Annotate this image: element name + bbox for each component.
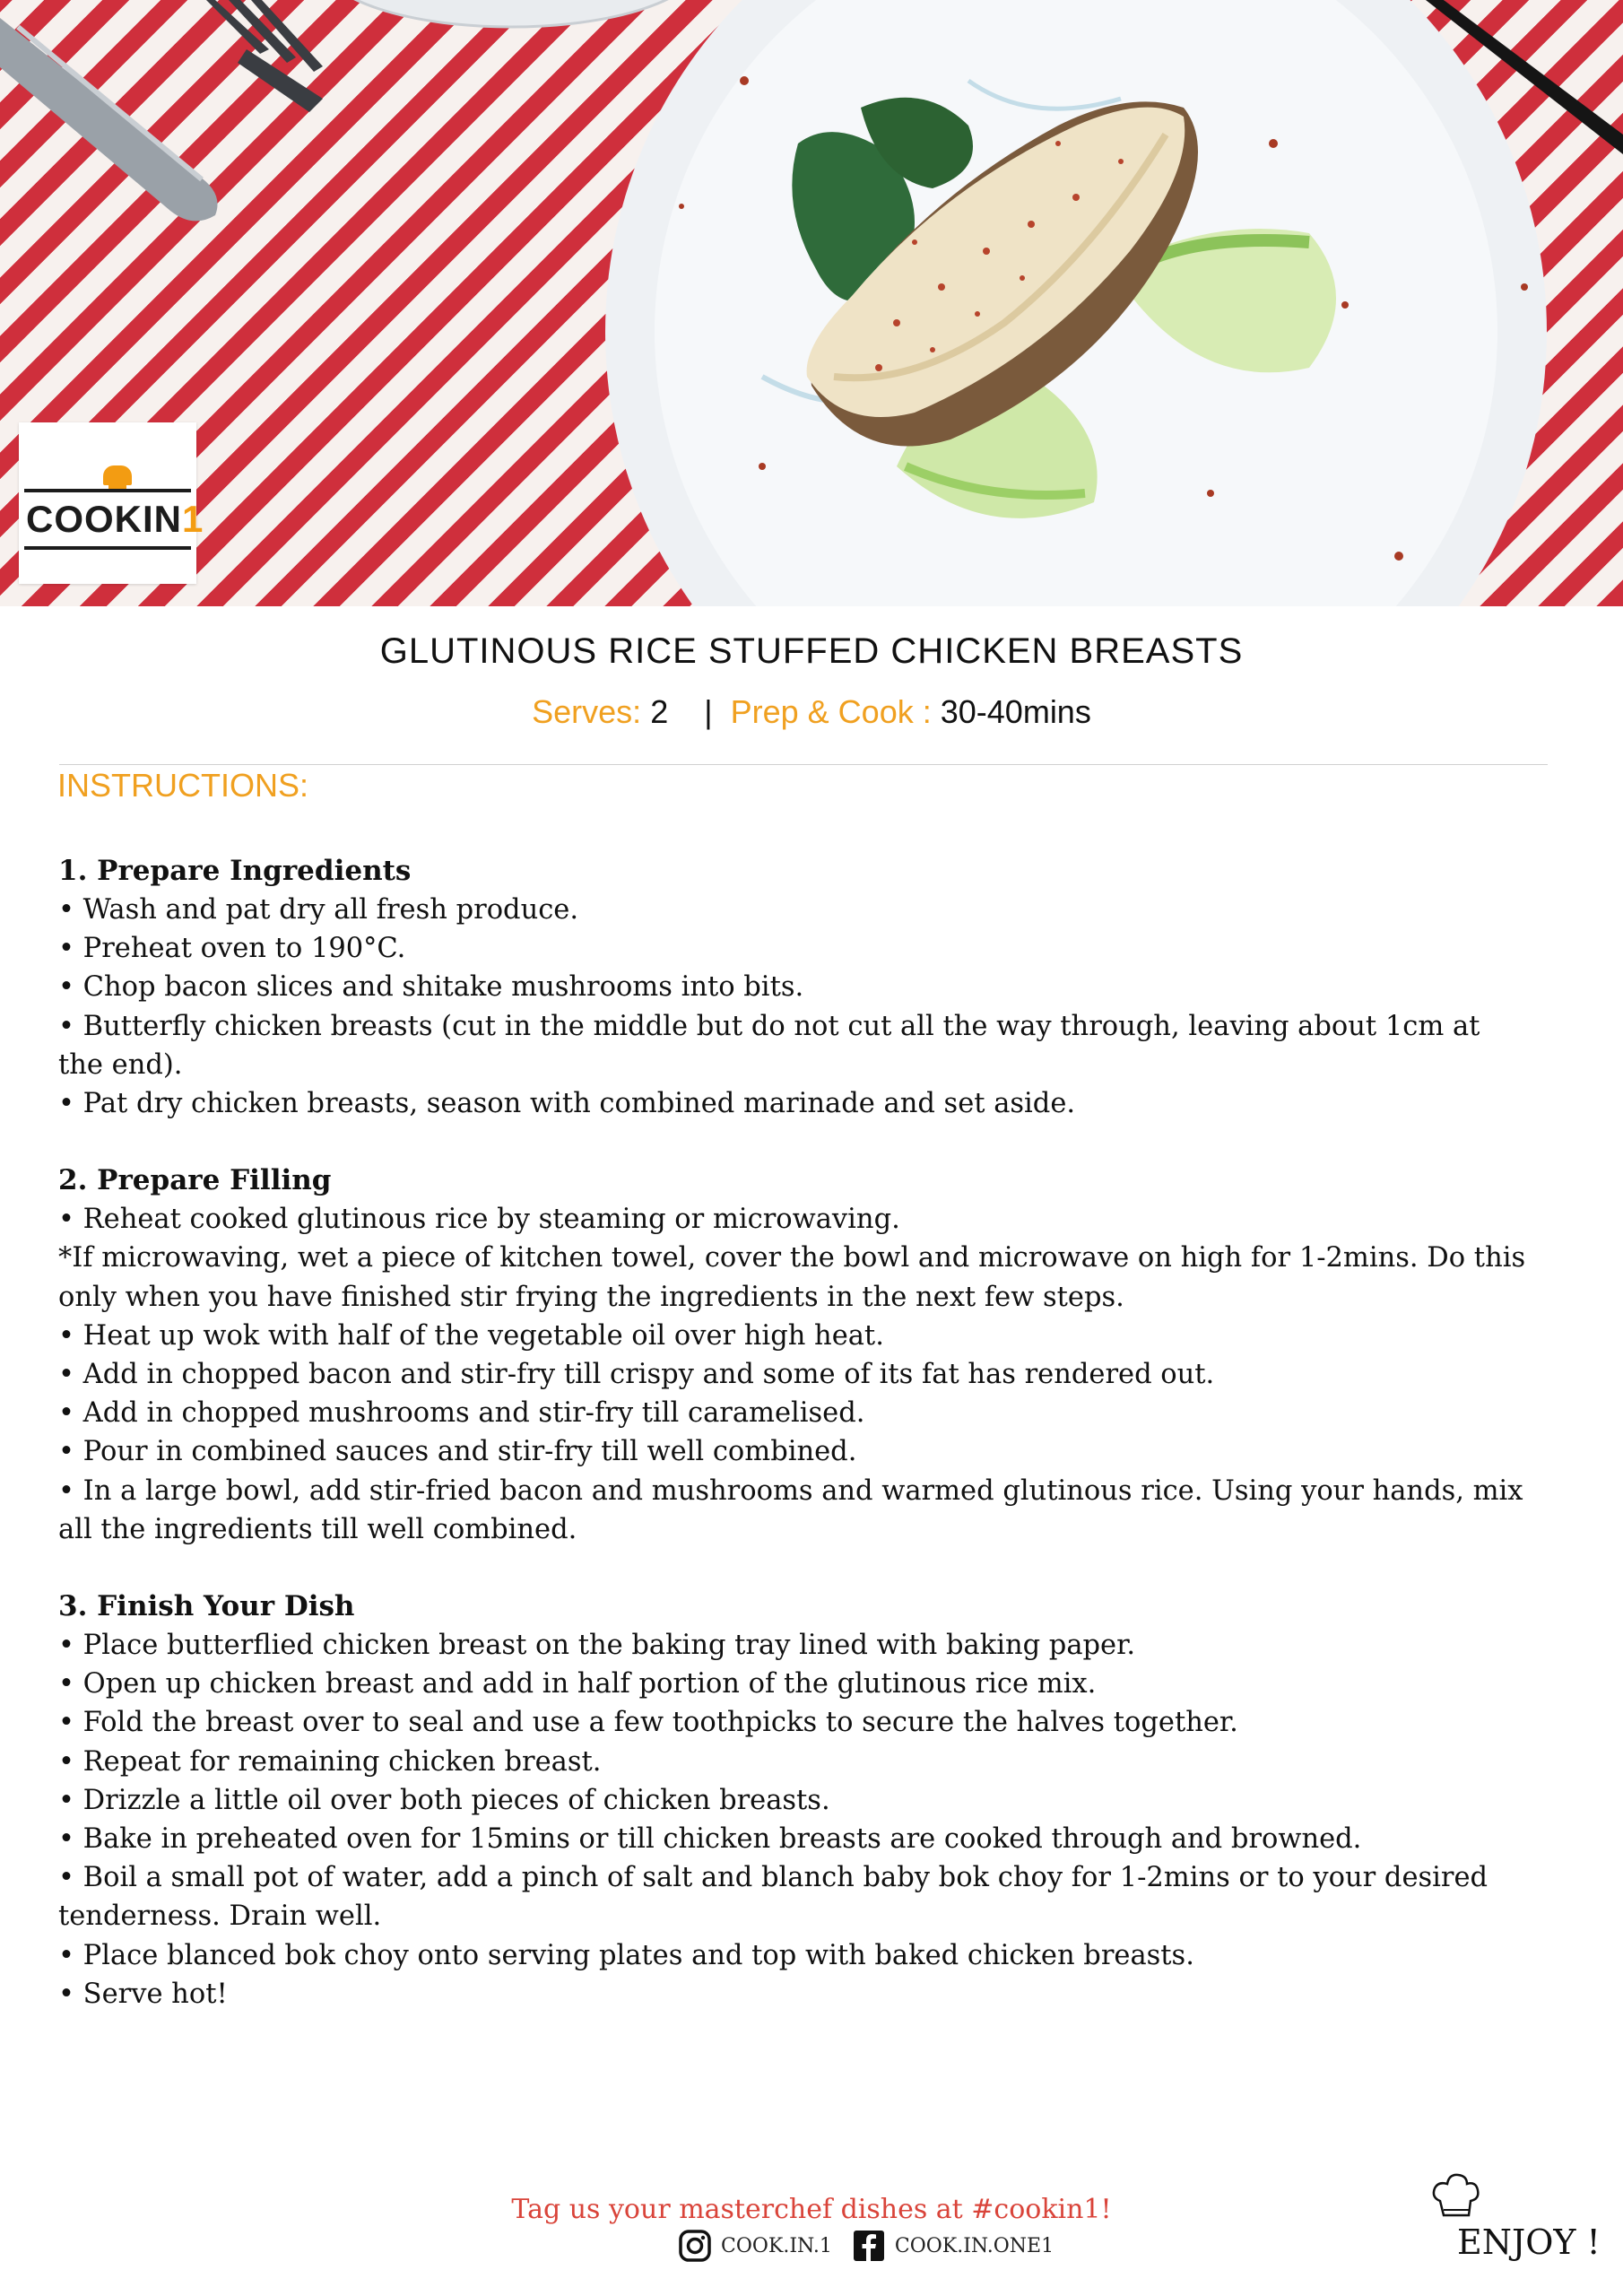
serves-value: 2 bbox=[650, 693, 669, 730]
instruction-line: • Repeat for remaining chicken breast. bbox=[58, 1745, 602, 1778]
instruction-line: • Place blanced bok choy onto serving plates and top with baked chicken breasts. bbox=[58, 1939, 1194, 1971]
divider bbox=[59, 764, 1548, 765]
prep-value: 30-40mins bbox=[940, 693, 1091, 730]
instruction-line: • Chop bacon slices and shitake mushrooms into bits. bbox=[58, 971, 804, 1004]
facebook-handle[interactable]: COOK.IN.ONE1 bbox=[894, 2234, 1055, 2257]
logo-rule-top bbox=[24, 489, 191, 492]
instruction-line: • Heat up wok with half of the vegetable oil over high heat. bbox=[58, 1319, 884, 1352]
meta-separator: | bbox=[704, 693, 713, 730]
instruction-line: • Wash and pat dry all fresh produce. bbox=[58, 894, 579, 926]
brand-logo bbox=[19, 422, 204, 584]
instruction-line: • Pat dry chicken breasts, season with combined marinade and set aside. bbox=[58, 1088, 1076, 1120]
instruction-line: • Serve hot! bbox=[58, 1978, 228, 2010]
instruction-line: • Add in chopped bacon and stir-fry till crispy and some of its fat has rendered out. bbox=[58, 1359, 1215, 1391]
instruction-line: • Open up chicken breast and add in half portion of the glutinous rice mix. bbox=[58, 1668, 1097, 1700]
instruction-line: • Fold the breast over to seal and use a few toothpicks to secure the halves together. bbox=[58, 1707, 1238, 1739]
instruction-note: *If microwaving, wet a piece of kitchen towel, cover the bowl and microwave on high for 1-2mins. Do this only when you have finished stir frying the ingredients in the next few steps. bbox=[58, 1242, 1526, 1313]
section-finish-your-dish bbox=[58, 1587, 1529, 2013]
instruction-line: • Preheat oven to 190°C. bbox=[58, 933, 406, 965]
instruction-line: • Bake in preheated oven for 15mins or till chicken breasts are cooked through and browned. bbox=[58, 1823, 1362, 1856]
hero-photo bbox=[0, 0, 1623, 606]
recipe-meta bbox=[0, 693, 1623, 731]
instruction-line: • Reheat cooked glutinous rice by steaming or microwaving. bbox=[58, 1204, 900, 1236]
prep-label: Prep & Cook : bbox=[730, 693, 932, 730]
instruction-line: • Place butterflied chicken breast on the baking tray lined with baking paper. bbox=[58, 1630, 1136, 1662]
enjoy-text: ENJOY ! bbox=[1457, 2222, 1601, 2262]
instruction-line: • Add in chopped mushrooms and stir-fry till caramelised. bbox=[58, 1397, 865, 1430]
logo-rule-bottom bbox=[24, 546, 191, 550]
instagram-icon[interactable] bbox=[678, 2229, 712, 2263]
section-heading: 1. Prepare Ingredients bbox=[58, 855, 412, 887]
instruction-line: • Boil a small pot of water, add a pinch of salt and blanch baby bok choy for 1-2mins or to your desired tenderness. Drain well. bbox=[58, 1862, 1488, 1933]
knife-illustration bbox=[0, 18, 218, 221]
instruction-line: • Butterfly chicken breasts (cut in the middle but do not cut all the way through, leaving about 1cm at the end). bbox=[58, 1010, 1480, 1081]
section-heading: 3. Finish Your Dish bbox=[58, 1590, 355, 1623]
social-links bbox=[678, 2226, 1073, 2266]
fork-illustration bbox=[206, 0, 323, 112]
recipe-title: GLUTINOUS RICE STUFFED CHICKEN BREASTS bbox=[379, 631, 1244, 671]
food-photo-illustration bbox=[0, 0, 1623, 606]
instructions-body bbox=[58, 852, 1529, 2052]
chef-hat-logo-icon bbox=[103, 465, 132, 485]
instruction-line: • Drizzle a little oil over both pieces of chicken breasts. bbox=[58, 1784, 830, 1816]
instructions-label: INSTRUCTIONS: bbox=[57, 767, 309, 804]
section-prepare-ingredients bbox=[58, 852, 1529, 1123]
serves-label: Serves: bbox=[532, 693, 642, 730]
logo-text: COOKIN1 bbox=[26, 498, 204, 540]
instagram-handle[interactable]: COOK.IN.1 bbox=[721, 2234, 832, 2257]
facebook-icon[interactable] bbox=[852, 2229, 886, 2263]
instruction-line: • Pour in combined sauces and stir-fry till well combined. bbox=[58, 1436, 857, 1468]
section-heading: 2. Prepare Filling bbox=[58, 1164, 332, 1197]
instruction-line: • In a large bowl, add stir-fried bacon and mushrooms and warmed glutinous rice. Using your hands, mix all the ingredients till well combined. bbox=[58, 1474, 1523, 1545]
section-prepare-filling bbox=[58, 1161, 1529, 1549]
chef-hat-icon bbox=[1428, 2170, 1485, 2228]
footer-tagline: Tag us your masterchef dishes at #cookin1! bbox=[511, 2194, 1112, 2225]
